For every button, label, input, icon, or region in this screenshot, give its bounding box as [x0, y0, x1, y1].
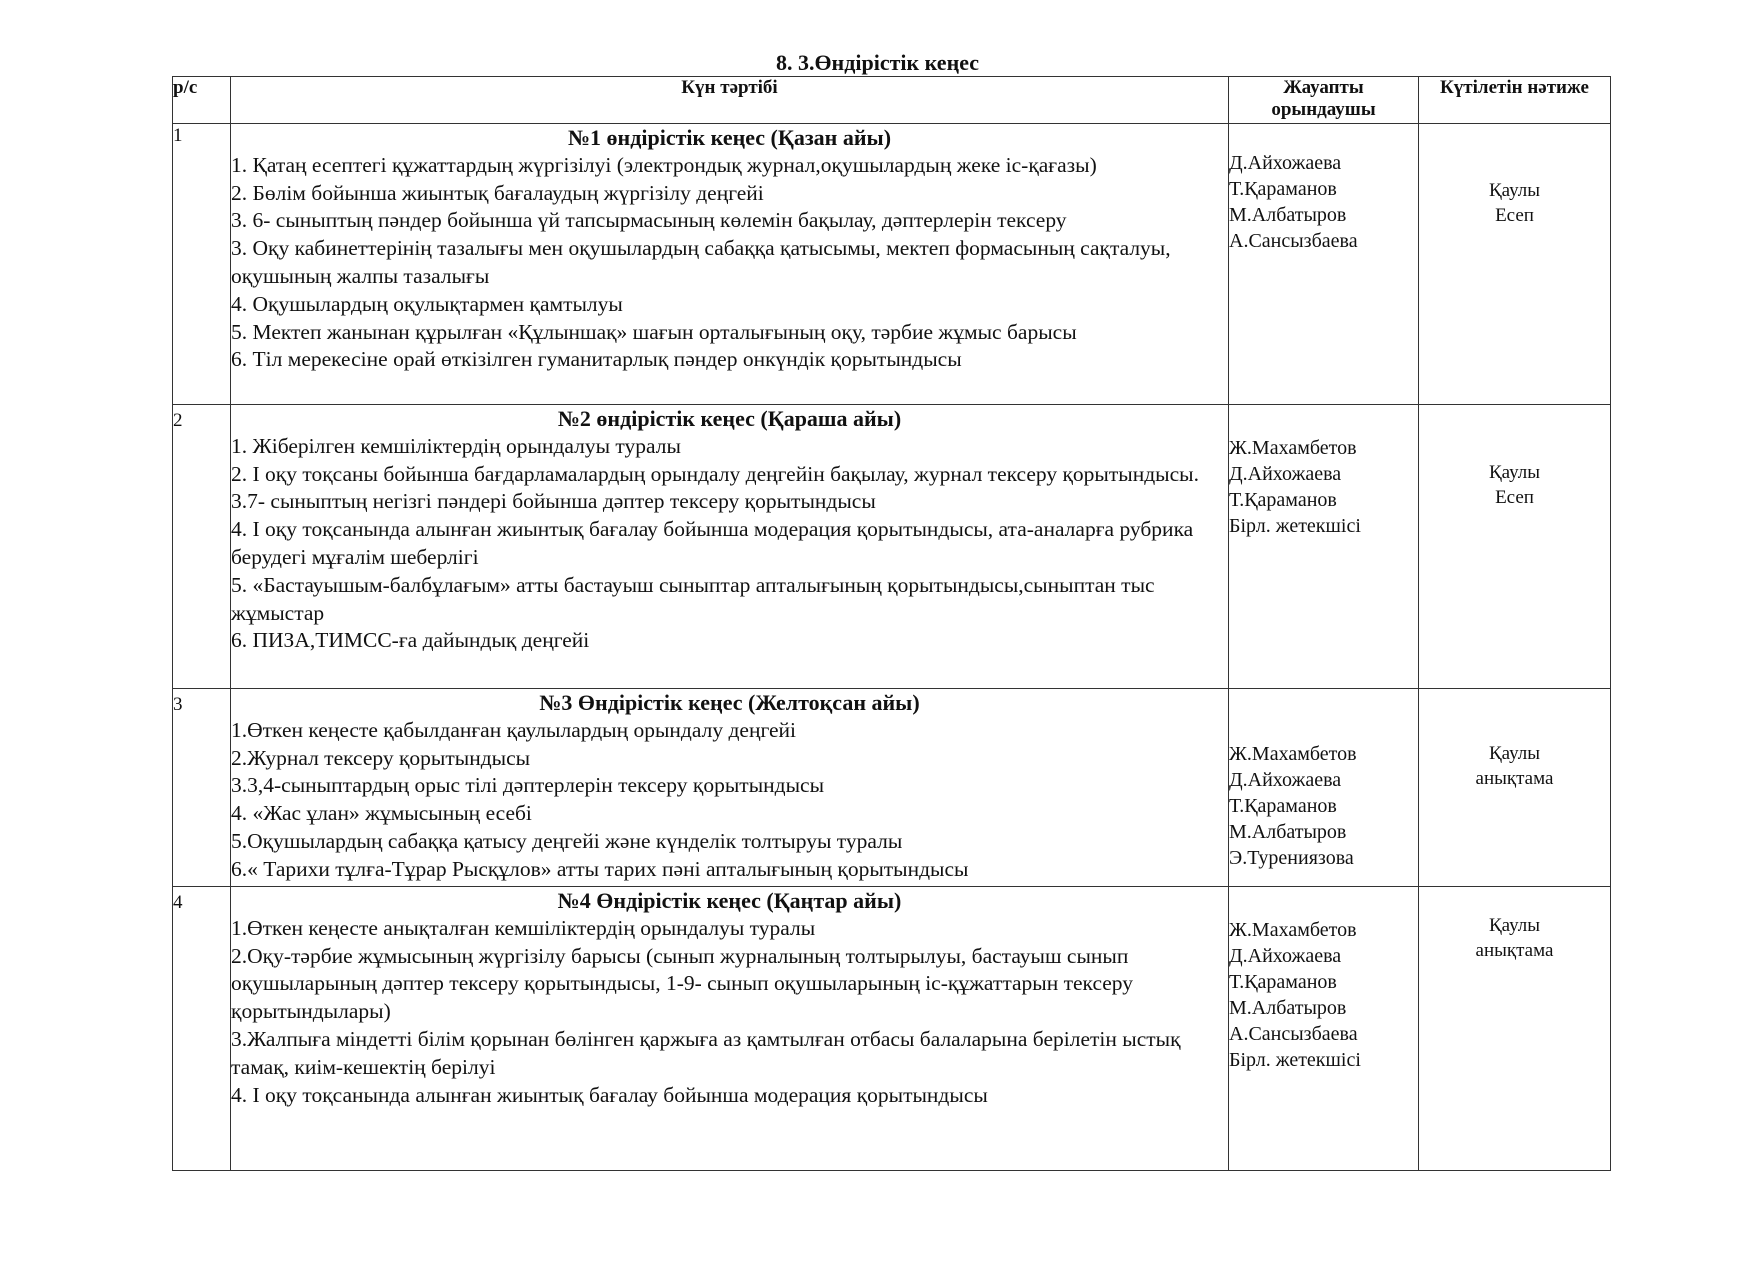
agenda-item: 6.« Тарихи тұлға-Тұрар Рысқұлов» атты тарих пәні апталығының қорытындысы [231, 856, 969, 881]
responsible-name: Бірл. жетекшісі [1229, 515, 1361, 537]
council-plan-table [172, 76, 1611, 1171]
agenda-cell [231, 887, 1229, 1171]
agenda-item: 6. Тіл мерекесіне орай өткізілген гуманитарлық пәндер онкүндік қорытындысы [231, 347, 962, 372]
agenda-cell [231, 689, 1229, 887]
responsible-name: Д.Айхожаева [1229, 463, 1342, 485]
agenda-item: 4. Оқушылардың оқулықтармен қамтылуы [231, 291, 623, 316]
responsible-name: Т.Қараманов [1229, 178, 1337, 200]
result-item: Қаулы [1488, 180, 1541, 201]
responsible-cell [1229, 405, 1419, 689]
agenda-item: 1.Өткен кеңесте қабылданған қаулылардың орындалу деңгейі [231, 717, 797, 742]
agenda-item: 2. Бөлім бойынша жиынтық бағалаудың жүргізілу деңгейі [231, 180, 764, 205]
agenda-item: 3.7- сыныптың негізгі пәндері бойынша дәптер тексеру қорытындысы [231, 489, 876, 514]
agenda-item: 5. Мектеп жанынан құрылған «Құлыншақ» шағын орталығының оқу, тәрбие жұмыс барысы [231, 319, 1077, 344]
responsible-cell [1229, 689, 1419, 887]
result-item: Есеп [1495, 205, 1534, 226]
result-item: анықтама [1475, 768, 1554, 789]
responsible-name: Ж.Махамбетов [1229, 919, 1357, 941]
result-cell [1419, 124, 1611, 405]
agenda-item: 1. Қатаң есептегі құжаттардың жүргізілуі (электрондық журнал,оқушылардың жеке іс-қағазы) [231, 152, 1097, 177]
meeting-title: №3 Өндірістік кеңес (Желтоқсан айы) [539, 690, 920, 715]
responsible-name: Ж.Махамбетов [1229, 743, 1357, 765]
responsible-cell [1229, 124, 1419, 405]
agenda-item: 3.Жалпыға міндетті білім қорынан бөлінген қаржыға аз қамтылған отбасы балаларына берілетін ыстық тамақ, киім-кешектің берілуі [231, 1026, 1181, 1079]
result-cell [1419, 405, 1611, 689]
row-number: 4 [173, 887, 231, 1171]
meeting-title: №1 өндірістік кеңес (Қазан айы) [567, 125, 892, 150]
responsible-name: Э.Турениязова [1229, 847, 1354, 869]
meeting-title: №4 Өндірістік кеңес (Қаңтар айы) [557, 888, 902, 913]
result-item: Есеп [1495, 487, 1534, 508]
responsible-name: Т.Қараманов [1229, 971, 1337, 993]
meeting-title: №2 өндірістік кеңес (Қараша айы) [557, 406, 902, 431]
table-row [173, 689, 1611, 887]
responsible-name: М.Албатыров [1229, 997, 1347, 1019]
row-number: 3 [173, 689, 231, 887]
responsible-name: Т.Қараманов [1229, 489, 1337, 511]
table-row [173, 405, 1611, 689]
responsible-name: Бірл. жетекшісі [1229, 1049, 1361, 1071]
page-title: 8. 3.Өндірістік кеңес [775, 50, 980, 75]
result-cell [1419, 887, 1611, 1171]
agenda-item: 2.Журнал тексеру қорытындысы [231, 745, 531, 770]
agenda-item: 4. І оқу тоқсанында алынған жиынтық бағалау бойынша модерация қорытындысы [231, 1082, 988, 1107]
agenda-item: 4. «Жас ұлан» жұмысының есебі [231, 801, 532, 826]
responsible-name: Т.Қараманов [1229, 795, 1337, 817]
agenda-cell [231, 405, 1229, 689]
agenda-item: 2.Оқу-тәрбие жұмысының жүргізілу барысы (сынып журналының толтырылуы, бастауыш сынып оқушыларының дәптер тексеру қорытындысы, 1-9- сынып оқушыларының іс-құжаттарын тексеру қорытындылары) [231, 943, 1134, 1024]
header-num: р/с [173, 77, 231, 124]
responsible-name: Д.Айхожаева [1229, 945, 1342, 967]
responsible-name: М.Албатыров [1229, 204, 1347, 226]
agenda-item: 1. Жіберілген кемшіліктердің орындалуы туралы [231, 433, 681, 458]
agenda-item: 3.3,4-сыныптардың орыс тілі дәптерлерін тексеру қорытындысы [231, 773, 825, 798]
agenda-item: 1.Өткен кеңесте анықталған кемшіліктердің орындалуы туралы [231, 915, 816, 940]
row-number: 2 [173, 405, 231, 689]
header-agenda: Күн тәртібі [231, 77, 1229, 124]
agenda-item: 5. «Бастауышым-балбұлағым» атты бастауыш сыныптар апталығының қорытындысы,сыныптан тыс жұмыстар [231, 572, 1155, 625]
table-row [173, 124, 1611, 405]
result-item: Қаулы [1488, 915, 1541, 936]
agenda-item: 3. Оқу кабинеттерінің тазалығы мен оқушылардың сабаққа қатысымы, мектеп формасының сақталуы, оқушының жалпы тазалығы [231, 236, 1171, 288]
agenda-item: 5.Оқушылардың сабаққа қатысу деңгейі және күнделік толтыруы туралы [231, 828, 903, 853]
header-result: Күтілетін нәтиже [1419, 77, 1611, 124]
result-item: Қаулы [1488, 462, 1541, 483]
result-item: Қаулы [1488, 743, 1541, 764]
responsible-name: Д.Айхожаева [1229, 152, 1342, 174]
responsible-cell [1229, 887, 1419, 1171]
responsible-name: А.Сансызбаева [1229, 230, 1358, 252]
agenda-item: 4. І оқу тоқсанында алынған жиынтық бағалау бойынша модерация қорытындысы, ата-аналарға рубрика берудегі мұғалім шеберлігі [231, 517, 1194, 569]
responsible-name: Д.Айхожаева [1229, 769, 1342, 791]
table-header-row [173, 77, 1611, 124]
result-cell [1419, 689, 1611, 887]
agenda-item: 6. ПИЗА,ТИМСС-ға дайындық деңгейі [231, 628, 590, 653]
table-row [173, 887, 1611, 1171]
responsible-name: А.Сансызбаева [1229, 1023, 1358, 1045]
responsible-name: Ж.Махамбетов [1229, 437, 1357, 459]
agenda-item: 2. І оқу тоқсаны бойынша бағдарламалардың орындалу деңгейін бақылау, журнал тексеру қорытындысы. [231, 461, 1199, 486]
agenda-cell [231, 124, 1229, 405]
row-number: 1 [173, 124, 231, 405]
result-item: анықтама [1475, 940, 1554, 961]
agenda-item: 3. 6- сыныптың пәндер бойынша үй тапсырмасының көлемін бақылау, дәптерлерін тексеру [231, 208, 1067, 233]
responsible-name: М.Албатыров [1229, 821, 1347, 843]
header-responsible: Жауапты орындаушы [1229, 77, 1419, 124]
